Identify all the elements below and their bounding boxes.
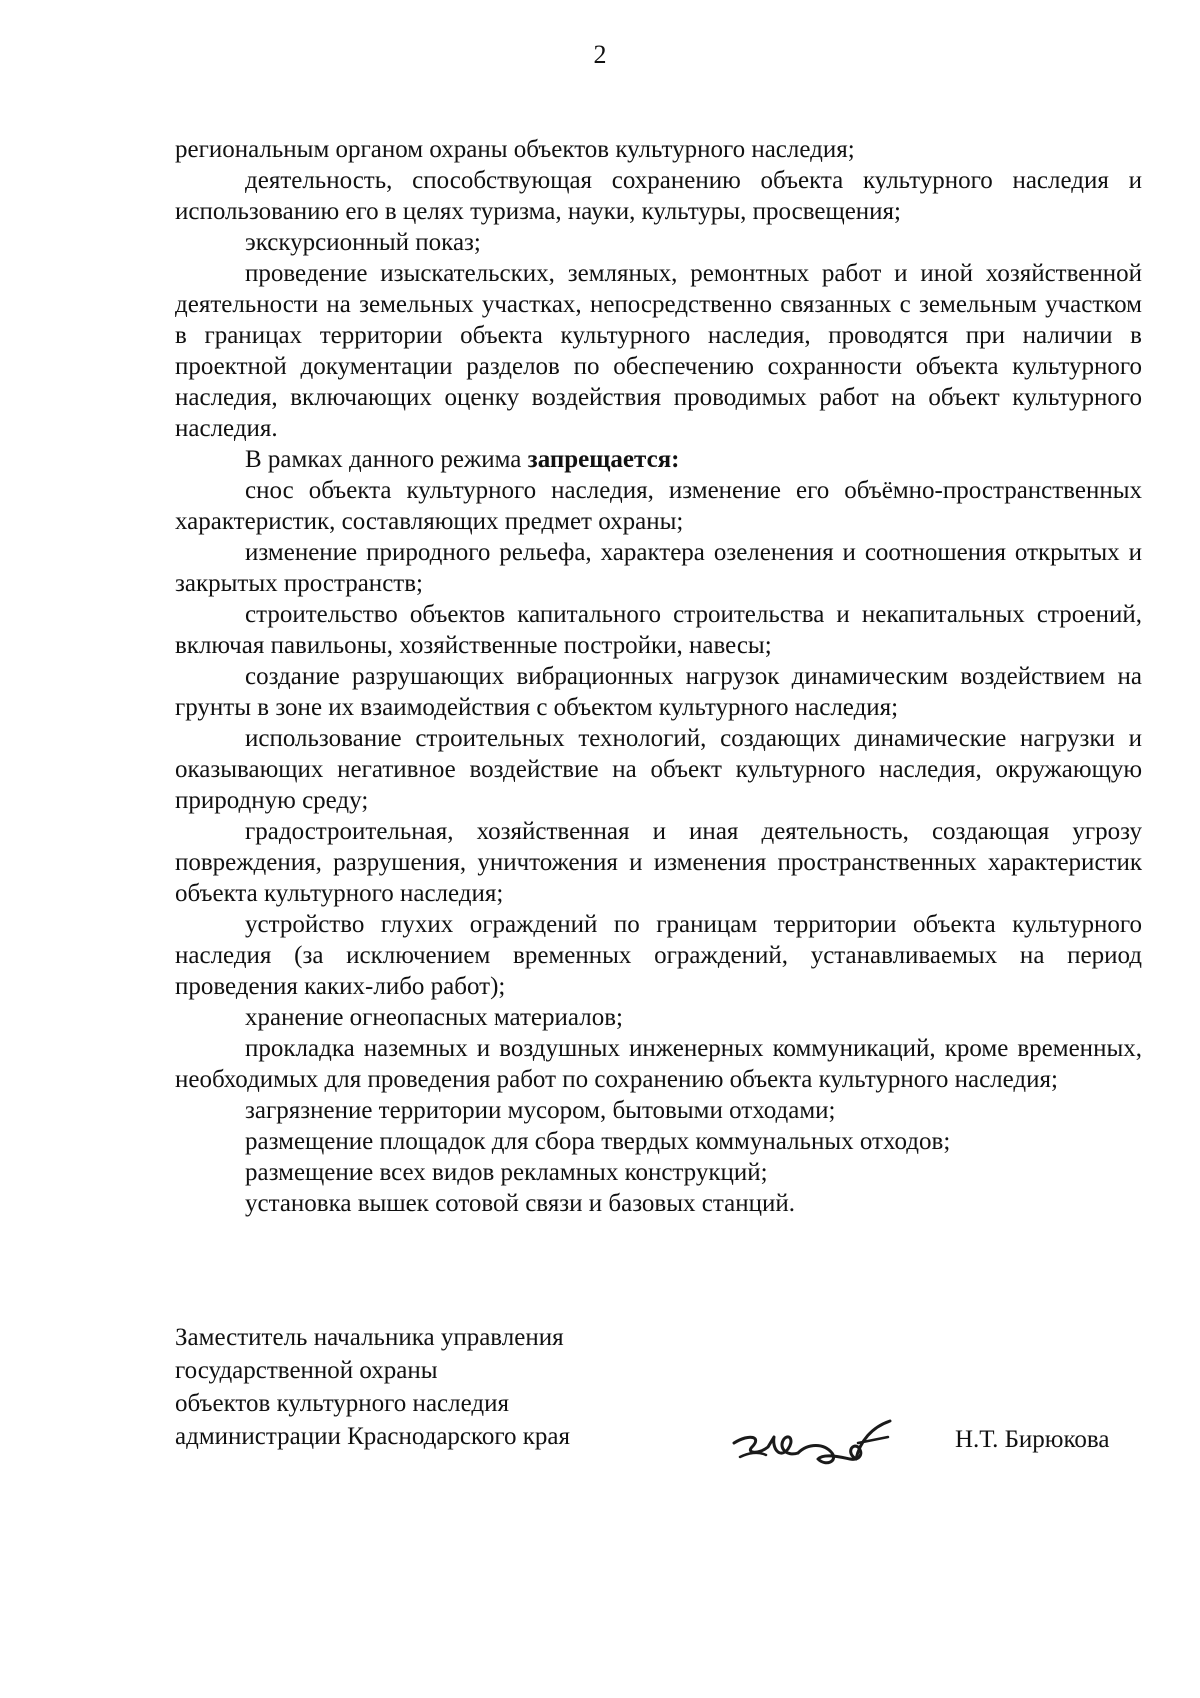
page-number: 2 — [593, 40, 607, 69]
document-body — [175, 134, 1142, 1219]
paragraph: прокладка наземных и воздушных инженерных коммуникаций, кроме временных, необходимых для проведения работ по сохранению объекта культурного наследия; — [175, 1035, 1142, 1093]
handwritten-signature — [728, 1413, 898, 1477]
paragraph: градостроительная, хозяйственная и иная деятельность, создающая угрозу повреждения, разрушения, уничтожения и изменения пространственных характеристик объекта культурного наследия; — [175, 818, 1142, 907]
paragraph: хранение огнеопасных материалов; — [245, 1004, 623, 1031]
paragraph: изменение природного рельефа, характера озеленения и соотношения открытых и закрытых пространств; — [175, 539, 1142, 597]
paragraph: размещение всех видов рекламных конструкций; — [245, 1159, 768, 1186]
paragraph: создание разрушающих вибрационных нагрузок динамическим воздействием на грунты в зоне их взаимодействия с объектом культурного наследия; — [175, 663, 1142, 721]
paragraph: загрязнение территории мусором, бытовыми отходами; — [245, 1097, 836, 1124]
regime-prohibited-label: запрещается: — [527, 446, 680, 473]
paragraph: деятельность, способствующая сохранению объекта культурного наследия и использованию его в целях туризма, науки, культуры, просвещения; — [175, 167, 1142, 225]
signer-position-line: администрации Краснодарского края — [175, 1423, 571, 1450]
paragraph: строительство объектов капитального строительства и некапитальных строений, включая павильоны, хозяйственные постройки, навесы; — [175, 601, 1142, 659]
signer-position-line: объектов культурного наследия — [175, 1390, 509, 1417]
paragraph: размещение площадок для сбора твердых коммунальных отходов; — [245, 1128, 951, 1155]
paragraph: установка вышек сотовой связи и базовых станций. — [245, 1190, 795, 1217]
signer-position — [175, 1321, 695, 1453]
signer-name: Н.Т. Бирюкова — [955, 1426, 1110, 1453]
paragraph: снос объекта культурного наследия, изменение его объёмно-пространственных характеристик, составляющих предмет охраны; — [175, 477, 1142, 535]
regime-intro: В рамках данного режима — [245, 446, 522, 473]
paragraph: использование строительных технологий, создающих динамические нагрузки и оказывающих негативное воздействие на объект культурного наследия, окружающую природную среду; — [175, 725, 1142, 814]
paragraph: проведение изыскательских, земляных, ремонтных работ и иной хозяйственной деятельности на земельных участках, непосредственно связанных с земельным участком в границах территории объекта культурного наследия, проводятся при наличии в проектной документации разделов по обеспечению сохранности объекта культурного наследия, включающих оценку воздействия проводимых работ на объект культурного наследия. — [175, 260, 1142, 442]
paragraph: региональным органом охраны объектов культурного наследия; — [175, 136, 855, 163]
signer-position-line: государственной охраны — [175, 1357, 438, 1384]
signature-block — [175, 1321, 1142, 1481]
signer-position-line: Заместитель начальника управления — [175, 1324, 564, 1351]
paragraph: устройство глухих ограждений по границам территории объекта культурного наследия (за исключением временных ограждений, устанавливаемых на период проведения каких-либо работ); — [175, 911, 1142, 1000]
regime-heading — [175, 444, 1142, 475]
paragraph: экскурсионный показ; — [245, 229, 481, 256]
